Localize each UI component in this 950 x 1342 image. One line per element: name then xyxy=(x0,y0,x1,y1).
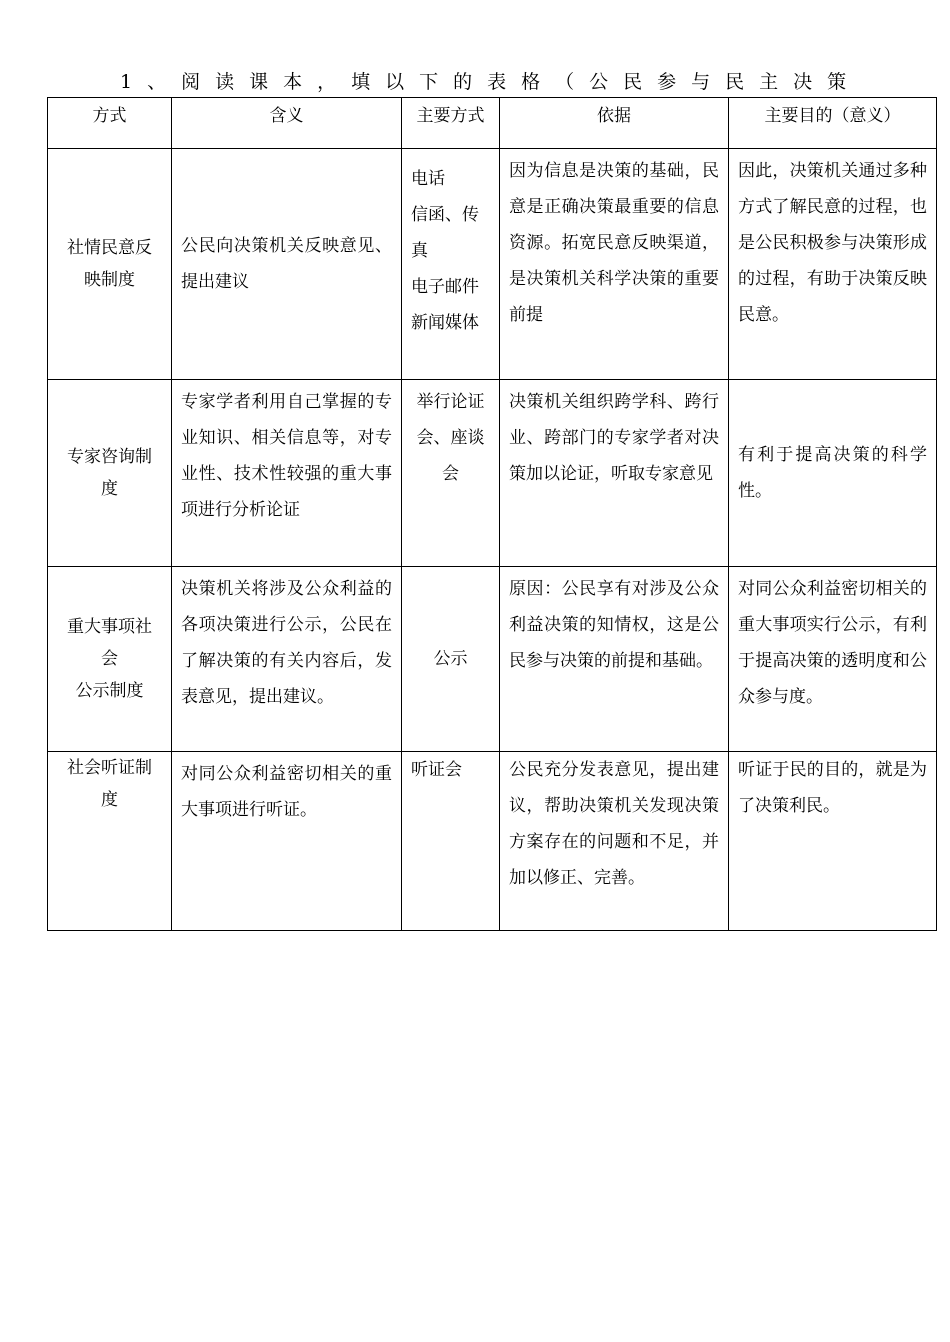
header-meaning: 含义 xyxy=(172,98,402,149)
table-header-row xyxy=(48,98,937,149)
header-purpose: 主要目的（意义） xyxy=(729,98,937,149)
method-line: 度 xyxy=(101,479,118,499)
basis-cell: 决策机关组织跨学科、跨行业、跨部门的专家学者对决策加以论证，听取专家意见 xyxy=(500,380,729,567)
method-line: 社情民意反 xyxy=(67,238,152,258)
method-line: 映制度 xyxy=(84,270,135,290)
method-line: 会 xyxy=(101,649,118,669)
method-line: 社会听证制 xyxy=(67,758,152,778)
participation-table xyxy=(47,97,937,931)
method-cell xyxy=(48,752,172,931)
meaning-cell: 决策机关将涉及公众利益的各项决策进行公示，公民在了解决策的有关内容后，发表意见，提出建议。 xyxy=(172,567,402,752)
purpose-cell: 因此，决策机关通过多种方式了解民意的过程，也是公民积极参与决策形成的过程，有助于决策反映民意。 xyxy=(729,149,937,380)
table-row xyxy=(48,567,937,752)
meaning-cell: 对同公众利益密切相关的重大事项进行听证。 xyxy=(172,752,402,931)
method-cell xyxy=(48,567,172,752)
method-cell xyxy=(48,149,172,380)
method-line: 专家咨询制 xyxy=(67,447,152,467)
main-way-item: 信函、传真 xyxy=(411,205,479,261)
purpose-cell: 对同公众利益密切相关的重大事项实行公示，有利于提高决策的透明度和公众参与度。 xyxy=(729,567,937,752)
purpose-cell: 听证于民的目的，就是为了决策利民。 xyxy=(729,752,937,931)
table-row xyxy=(48,149,937,380)
meaning-cell: 专家学者利用自己掌握的专业知识、相关信息等，对专业性、技术性较强的重大事项进行分析论证 xyxy=(172,380,402,567)
main-way-item: 电子邮件 xyxy=(411,277,479,297)
purpose-cell: 有利于提高决策的科学性。 xyxy=(729,380,937,567)
header-main-ways: 主要方式 xyxy=(402,98,500,149)
basis-cell: 原因：公民享有对涉及公众利益决策的知情权，这是公民参与决策的前提和基础。 xyxy=(500,567,729,752)
main-way-item: 电话 xyxy=(411,169,445,189)
main-ways-cell: 公示 xyxy=(402,567,500,752)
method-line: 度 xyxy=(101,790,118,810)
method-cell xyxy=(48,380,172,567)
document-title: 1、阅读课本，填以下的表格（公民参与民主决策 xyxy=(120,71,862,93)
table-row xyxy=(48,752,937,931)
basis-cell: 公民充分发表意见，提出建议，帮助决策机关发现决策方案存在的问题和不足，并加以修正、完善。 xyxy=(500,752,729,931)
header-method: 方式 xyxy=(48,98,172,149)
main-ways-cell xyxy=(402,149,500,380)
main-ways-cell: 举行论证会、座谈会 xyxy=(402,380,500,567)
table-row xyxy=(48,380,937,567)
main-ways-cell: 听证会 xyxy=(402,752,500,931)
method-line: 重大事项社 xyxy=(67,617,152,637)
header-basis: 依据 xyxy=(500,98,729,149)
basis-cell: 因为信息是决策的基础，民意是正确决策最重要的信息资源。拓宽民意反映渠道，是决策机关科学决策的重要前提 xyxy=(500,149,729,380)
method-line: 公示制度 xyxy=(75,681,144,701)
main-way-item: 新闻媒体 xyxy=(411,313,479,333)
meaning-cell: 公民向决策机关反映意见、提出建议 xyxy=(172,149,402,380)
